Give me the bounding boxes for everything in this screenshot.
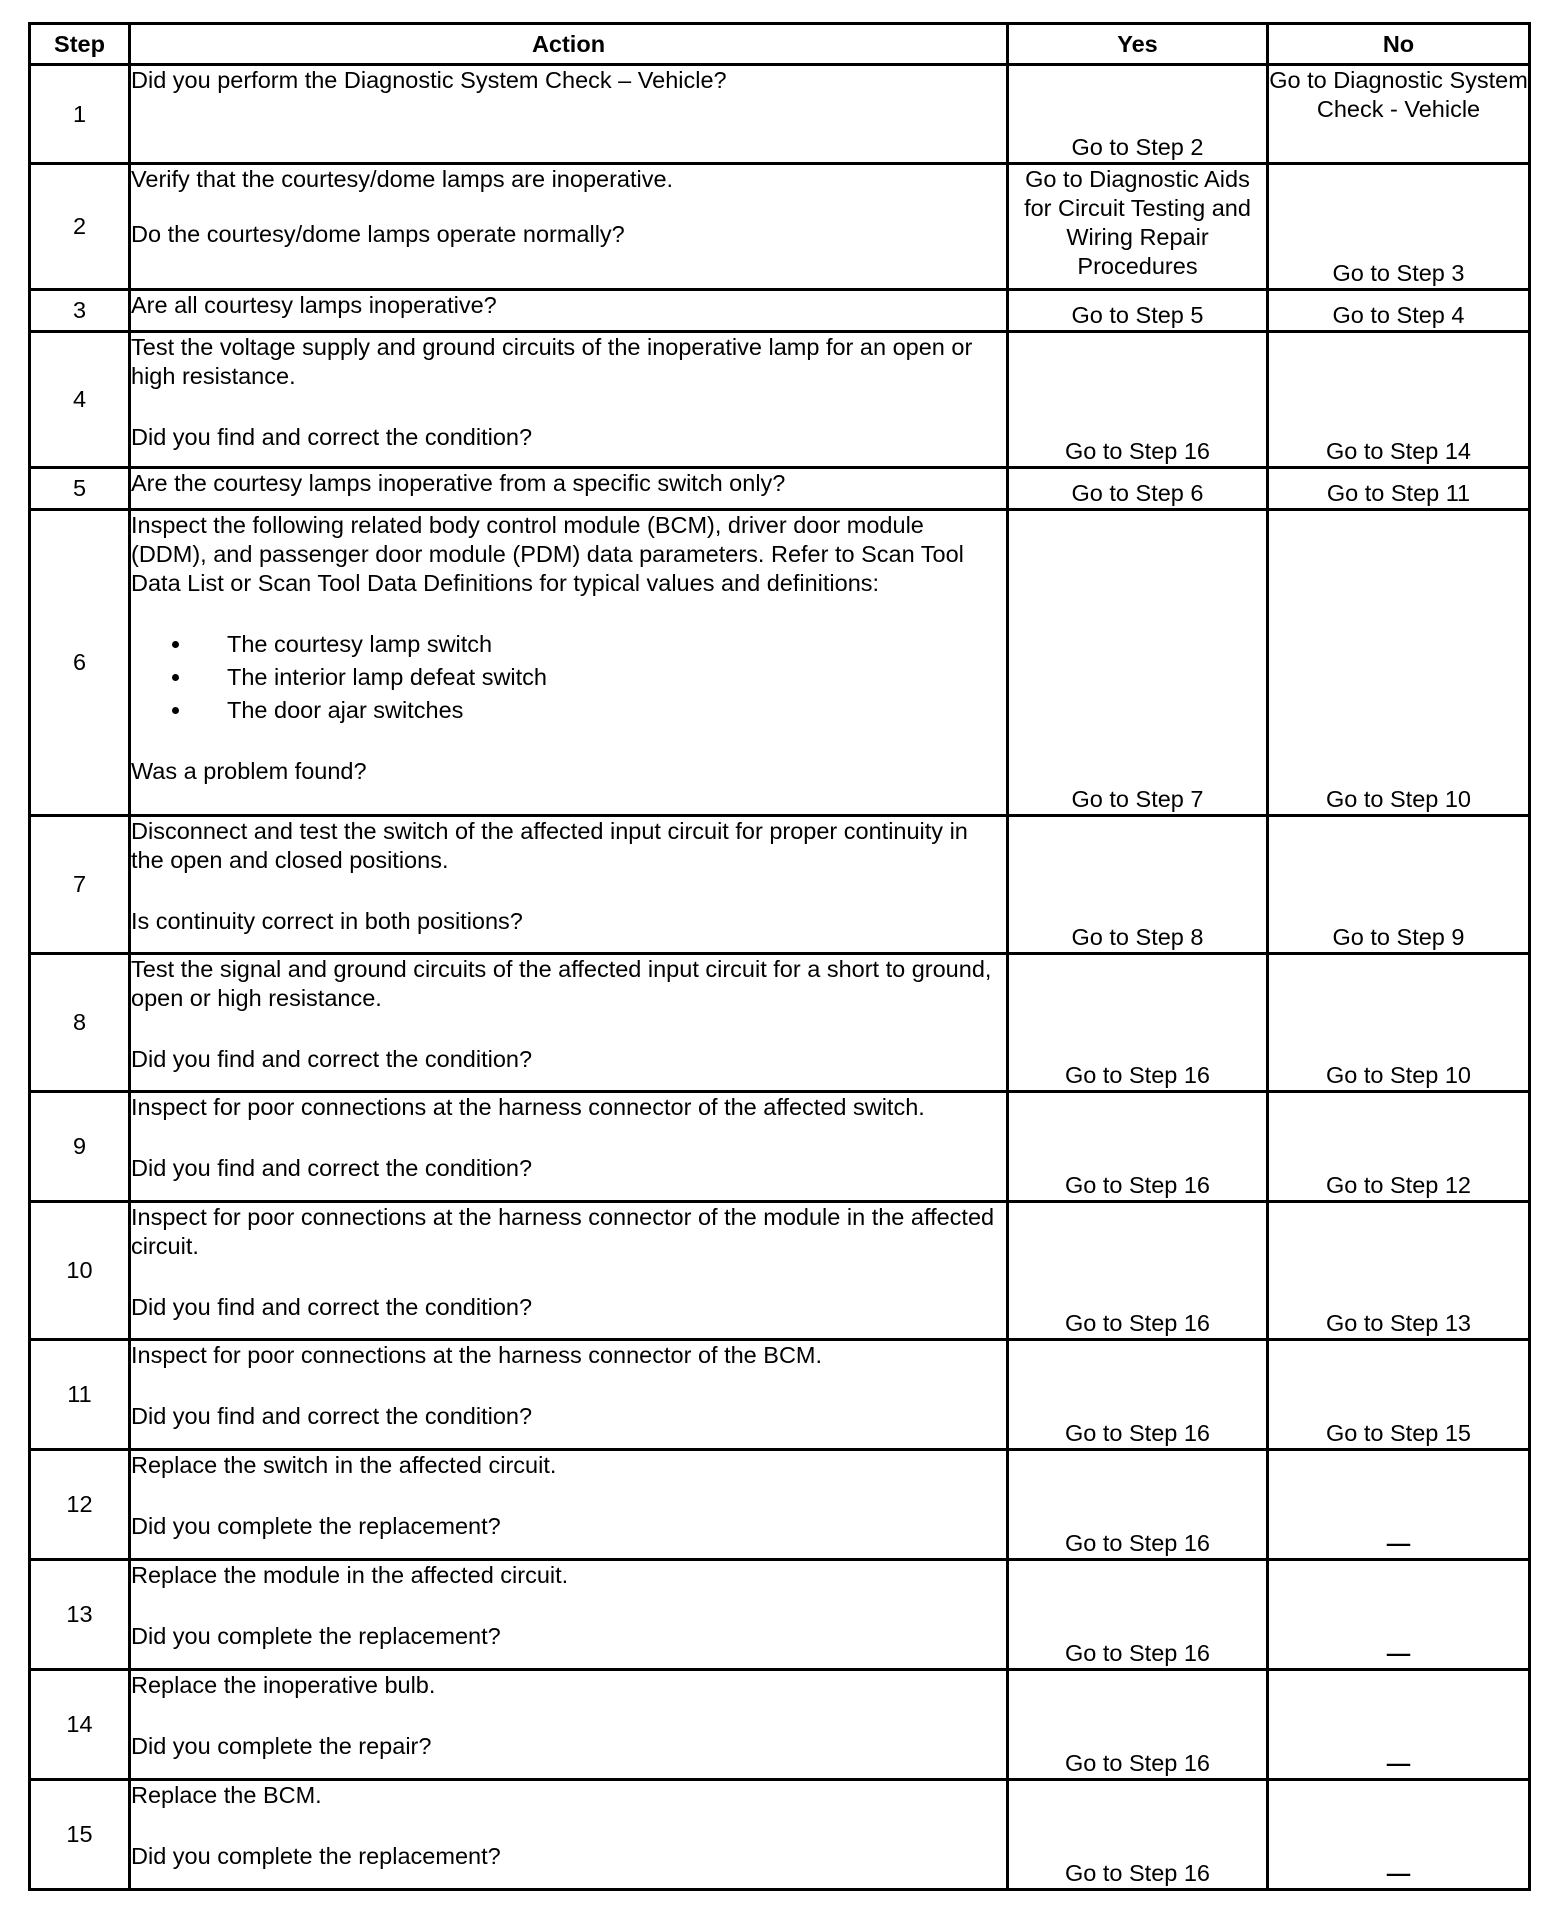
table-row [30,65,1530,164]
yes-result: Go to Step 16 [1008,1202,1268,1340]
action-instruction: Verify that the courtesy/dome lamps are inoperative. [131,166,674,192]
action-question: Did you complete the replacement? [131,1513,501,1539]
action-instruction: Inspect for poor connections at the harness connector of the BCM. [131,1342,823,1368]
action-instruction: Replace the switch in the affected circuit. [131,1452,557,1478]
no-result: Go to Step 15 [1268,1340,1530,1450]
action-cell [130,290,1008,332]
no-result: Go to Step 3 [1268,164,1530,290]
action-instruction: Test the voltage supply and ground circuits of the inoperative lamp for an open or high resistance. [131,334,973,389]
header-yes: Yes [1008,24,1268,65]
action-cell [130,65,1008,164]
parameter-item: • The door ajar switches [193,696,1006,725]
yes-result: Go to Step 16 [1008,1560,1268,1670]
parameter-list [131,630,1006,725]
action-cell [130,1670,1008,1780]
step-number: 15 [30,1780,130,1890]
action-question: Did you find and correct the condition? [131,1403,533,1429]
table-row [30,510,1530,816]
table-row [30,1780,1530,1890]
action-instruction: Inspect for poor connections at the harness connector of the affected switch. [131,1094,925,1120]
no-result: Go to Step 13 [1268,1202,1530,1340]
step-number: 3 [30,290,130,332]
step-number: 14 [30,1670,130,1780]
step-number: 11 [30,1340,130,1450]
table-body [30,65,1530,1890]
parameter-item: • The interior lamp defeat switch [193,663,1006,692]
no-result: Go to Step 14 [1268,332,1530,468]
table-row [30,164,1530,290]
action-question: Did you find and correct the condition? [131,424,533,450]
step-number: 10 [30,1202,130,1340]
step-number: 9 [30,1092,130,1202]
table-row [30,1340,1530,1450]
diagnostic-table [28,22,1531,1891]
header-action: Action [130,24,1008,65]
action-instruction: Are all courtesy lamps inoperative? [131,292,497,318]
yes-result: Go to Step 16 [1008,332,1268,468]
yes-result: Go to Step 8 [1008,816,1268,954]
action-question: Did you complete the replacement? [131,1843,501,1869]
action-cell [130,468,1008,510]
yes-result: Go to Step 16 [1008,1340,1268,1450]
no-result: Go to Step 10 [1268,954,1530,1092]
no-result: — [1268,1450,1530,1560]
table-row [30,332,1530,468]
yes-result: Go to Diagnostic Aids for Circuit Testing and Wiring Repair Procedures [1008,164,1268,290]
no-result: — [1268,1780,1530,1890]
step-number: 6 [30,510,130,816]
table-row [30,468,1530,510]
action-cell [130,1202,1008,1340]
table-row [30,1560,1530,1670]
action-instruction: Did you perform the Diagnostic System Check – Vehicle? [131,67,727,93]
table-row [30,954,1530,1092]
no-result: — [1268,1670,1530,1780]
table-row [30,1450,1530,1560]
action-cell [130,332,1008,468]
action-instruction: Replace the BCM. [131,1782,322,1808]
action-question: Did you complete the replacement? [131,1623,501,1649]
action-question: Do the courtesy/dome lamps operate normally? [131,221,625,247]
header-no: No [1268,24,1530,65]
table-row [30,1202,1530,1340]
action-question: Was a problem found? [131,758,367,784]
no-result: Go to Step 12 [1268,1092,1530,1202]
action-instruction: Disconnect and test the switch of the affected input circuit for proper continuity in the open and closed positions. [131,818,968,873]
action-instruction: Test the signal and ground circuits of the affected input circuit for a short to ground, open or high resistance. [131,956,992,1011]
action-cell [130,1340,1008,1450]
yes-result: Go to Step 16 [1008,1092,1268,1202]
no-result: Go to Step 4 [1268,290,1530,332]
no-result: Go to Step 9 [1268,816,1530,954]
table-row [30,816,1530,954]
yes-result: Go to Step 16 [1008,1780,1268,1890]
step-number: 4 [30,332,130,468]
action-cell [130,510,1008,816]
table-row [30,1092,1530,1202]
table-row [30,1670,1530,1780]
action-cell [130,1780,1008,1890]
action-instruction: Inspect the following related body control module (BCM), driver door module (DDM), and passenger door module (PDM) data parameters. Refer to Scan Tool Data List or Scan Tool Data Definitions for typical values and definitions: [131,512,964,596]
action-question: Did you find and correct the condition? [131,1046,533,1072]
table-row [30,290,1530,332]
step-number: 7 [30,816,130,954]
header-row [30,24,1530,65]
yes-result: Go to Step 7 [1008,510,1268,816]
action-instruction: Replace the inoperative bulb. [131,1672,436,1698]
step-number: 13 [30,1560,130,1670]
action-cell [130,164,1008,290]
action-cell [130,816,1008,954]
action-instruction: Replace the module in the affected circuit. [131,1562,569,1588]
action-cell [130,1560,1008,1670]
action-cell [130,1092,1008,1202]
yes-result: Go to Step 6 [1008,468,1268,510]
step-number: 2 [30,164,130,290]
yes-result: Go to Step 5 [1008,290,1268,332]
header-step: Step [30,24,130,65]
action-question: Did you find and correct the condition? [131,1294,533,1320]
no-result: Go to Step 10 [1268,510,1530,816]
step-number: 8 [30,954,130,1092]
action-instruction: Are the courtesy lamps inoperative from a specific switch only? [131,470,786,496]
action-cell [130,954,1008,1092]
yes-result: Go to Step 16 [1008,1450,1268,1560]
yes-result: Go to Step 2 [1008,65,1268,164]
step-number: 5 [30,468,130,510]
action-instruction: Inspect for poor connections at the harness connector of the module in the affected circuit. [131,1204,995,1259]
no-result: Go to Step 11 [1268,468,1530,510]
no-result: Go to Diagnostic System Check - Vehicle [1268,65,1530,164]
step-number: 12 [30,1450,130,1560]
action-question: Did you find and correct the condition? [131,1155,533,1181]
no-result: — [1268,1560,1530,1670]
yes-result: Go to Step 16 [1008,1670,1268,1780]
step-number: 1 [30,65,130,164]
action-question: Did you complete the repair? [131,1733,432,1759]
action-cell [130,1450,1008,1560]
action-question: Is continuity correct in both positions? [131,908,523,934]
yes-result: Go to Step 16 [1008,954,1268,1092]
parameter-item: • The courtesy lamp switch [193,630,1006,659]
